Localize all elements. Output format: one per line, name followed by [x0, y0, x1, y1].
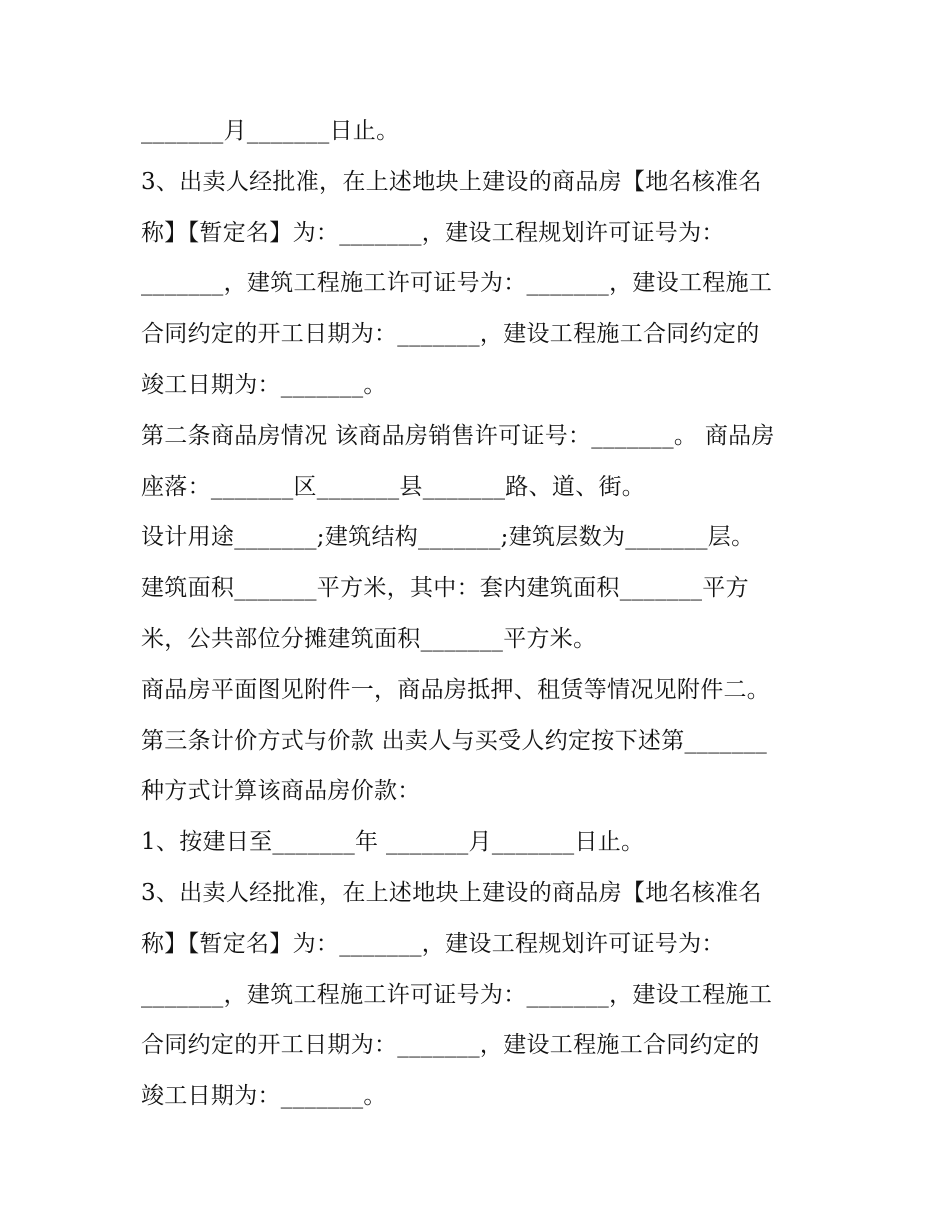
- text-line: _______月_______日止。: [141, 118, 400, 144]
- text-line: 设计用途_______;建筑结构_______;建筑层数为_______层。: [141, 524, 755, 551]
- text-line: 合同约定的开工日期为：_______，建设工程施工合同约定的: [141, 321, 760, 348]
- text-line: 竣工日期为：_______。: [141, 1083, 387, 1110]
- text-line: 种方式计算该商品房价款：: [141, 778, 421, 805]
- text-line: 称】【暂定名】为：_______，建设工程规划许可证号为：: [141, 219, 725, 246]
- text-line: _______，建筑工程施工许可证号为：_______，建设工程施工: [141, 981, 773, 1008]
- text-line: 合同约定的开工日期为：_______，建设工程施工合同约定的: [141, 1032, 760, 1059]
- text-line: 3、出卖人经批准，在上述地块上建设的商品房【地名核准名: [141, 879, 762, 906]
- section-heading-line: 第二条商品房情况 该商品房销售许可证号：_______。 商品房: [141, 422, 775, 449]
- text-line: 竣工日期为：_______。: [141, 371, 387, 398]
- text-line: 米，公共部位分摊建筑面积_______平方米。: [141, 625, 597, 652]
- document-body: [141, 106, 821, 1122]
- text-line: 建筑面积_______平方米，其中：套内建筑面积_______平方: [141, 575, 749, 602]
- text-line: 1、按建日至_______年 _______月_______日止。: [141, 829, 645, 856]
- text-line: _______，建筑工程施工许可证号为：_______，建设工程施工: [141, 270, 773, 297]
- section-heading-line: 第三条计价方式与价款 出卖人与买受人约定按下述第_______: [141, 727, 768, 754]
- text-line: 称】【暂定名】为：_______，建设工程规划许可证号为：: [141, 930, 725, 957]
- text-line: 商品房平面图见附件一，商品房抵押、租赁等情况见附件二。: [141, 676, 771, 703]
- text-line: 座落：_______区_______县_______路、道、街。: [141, 473, 646, 500]
- text-line: 3、出卖人经批准，在上述地块上建设的商品房【地名核准名: [141, 168, 762, 195]
